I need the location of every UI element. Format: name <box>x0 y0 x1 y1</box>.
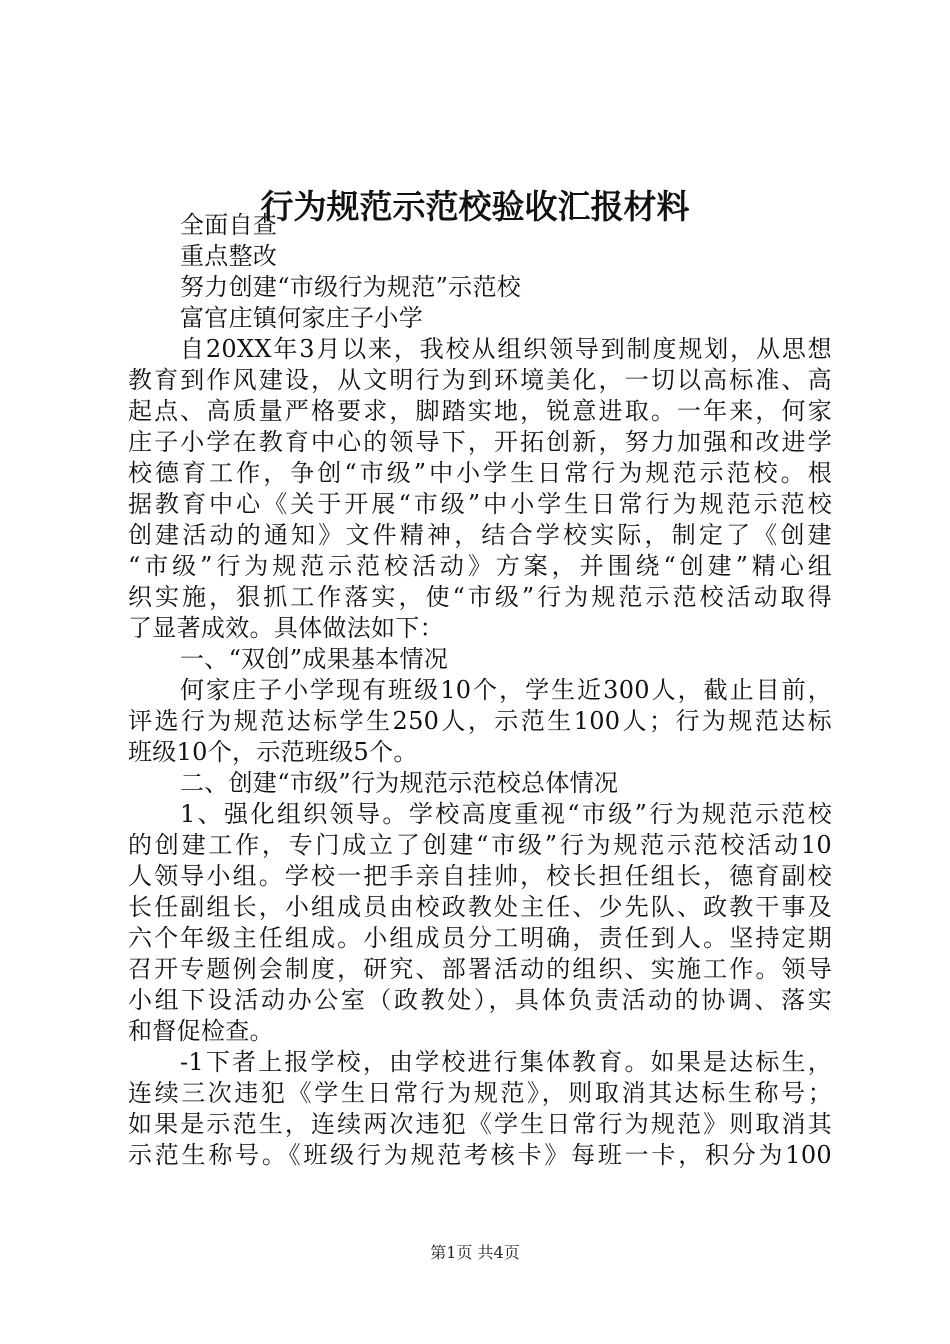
paragraph-line: 六个年级主任组成。小组成员分工明确，责任到人。坚持定期 <box>128 924 832 952</box>
paragraph-line: 何家庄子小学现有班级10个，学生近300人，截止目前， <box>180 676 832 704</box>
paragraph-line: 如果是示范生，连续两次违犯《学生日常行为规范》则取消其 <box>128 1110 832 1138</box>
heading-line: 富官庄镇何家庄子小学 <box>180 304 423 332</box>
heading-line: 重点整改 <box>180 242 278 270</box>
section-heading: 一、“双创”成果基本情况 <box>180 645 449 673</box>
paragraph-line: 长任副组长，小组成员由校政教处主任、少先队、政教干事及 <box>128 893 832 921</box>
paragraph-line: 1、强化组织领导。学校高度重视“市级”行为规范示范校 <box>180 800 832 828</box>
paragraph-line: 了显著成效。具体做法如下： <box>128 614 444 642</box>
paragraph-line: 示范生称号。《班级行为规范考核卡》每班一卡，积分为100 <box>128 1141 832 1169</box>
paragraph-line: 织实施，狠抓工作落实，使“市级”行为规范示范校活动取得 <box>128 583 832 611</box>
page-number: 第1页 共4页 <box>430 1243 520 1262</box>
section-heading: 二、创建“市级”行为规范示范校总体情况 <box>180 769 619 797</box>
paragraph-line: “市级”行为规范示范校活动》方案，并围绕“创建”精心组 <box>128 552 832 580</box>
paragraph-line: 评选行为规范达标学生250人，示范生100人；行为规范达标 <box>128 707 832 735</box>
paragraph-line: 创建活动的通知》文件精神，结合学校实际，制定了《创建 <box>128 521 832 549</box>
paragraph-line: 自20XX年3月以来，我校从组织领导到制度规划，从思想 <box>180 335 832 363</box>
paragraph-line: 召开专题例会制度，研究、部署活动的组织、实施工作。领导 <box>128 955 832 983</box>
paragraph-line: 的创建工作，专门成立了创建“市级”行为规范示范校活动10 <box>128 831 832 859</box>
paragraph-line: 和督促检查。 <box>128 1017 274 1045</box>
paragraph-line: 起点、高质量严格要求，脚踏实地，锐意进取。一年来，何家 <box>128 397 832 425</box>
heading-line: 全面自查 <box>180 211 278 239</box>
paragraph-line: 连续三次违犯《学生日常行为规范》，则取消其达标生称号； <box>128 1079 832 1107</box>
paragraph-line: 教育到作风建设，从文明行为到环境美化，一切以高标准、高 <box>128 366 832 394</box>
paragraph-line: 校德育工作，争创“市级”中小学生日常行为规范示范校。根 <box>128 459 832 487</box>
paragraph-line: 小组下设活动办公室（政教处），具体负责活动的协调、落实 <box>128 986 832 1014</box>
document-title: 行为规范示范校验收汇报材料 <box>260 187 690 226</box>
paragraph-line: 班级10个，示范班级5个。 <box>128 738 418 766</box>
document-body <box>128 210 832 1171</box>
paragraph-line: 人领导小组。学校一把手亲自挂帅，校长担任组长，德育副校 <box>128 862 832 890</box>
paragraph-line: -1下者上报学校，由学校进行集体教育。如果是达标生， <box>180 1048 832 1076</box>
heading-line: 努力创建“市级行为规范”示范校 <box>180 273 522 301</box>
paragraph-line: 庄子小学在教育中心的领导下，开拓创新，努力加强和改进学 <box>128 428 832 456</box>
paragraph-line: 据教育中心《关于开展“市级”中小学生日常行为规范示范校 <box>128 490 832 518</box>
